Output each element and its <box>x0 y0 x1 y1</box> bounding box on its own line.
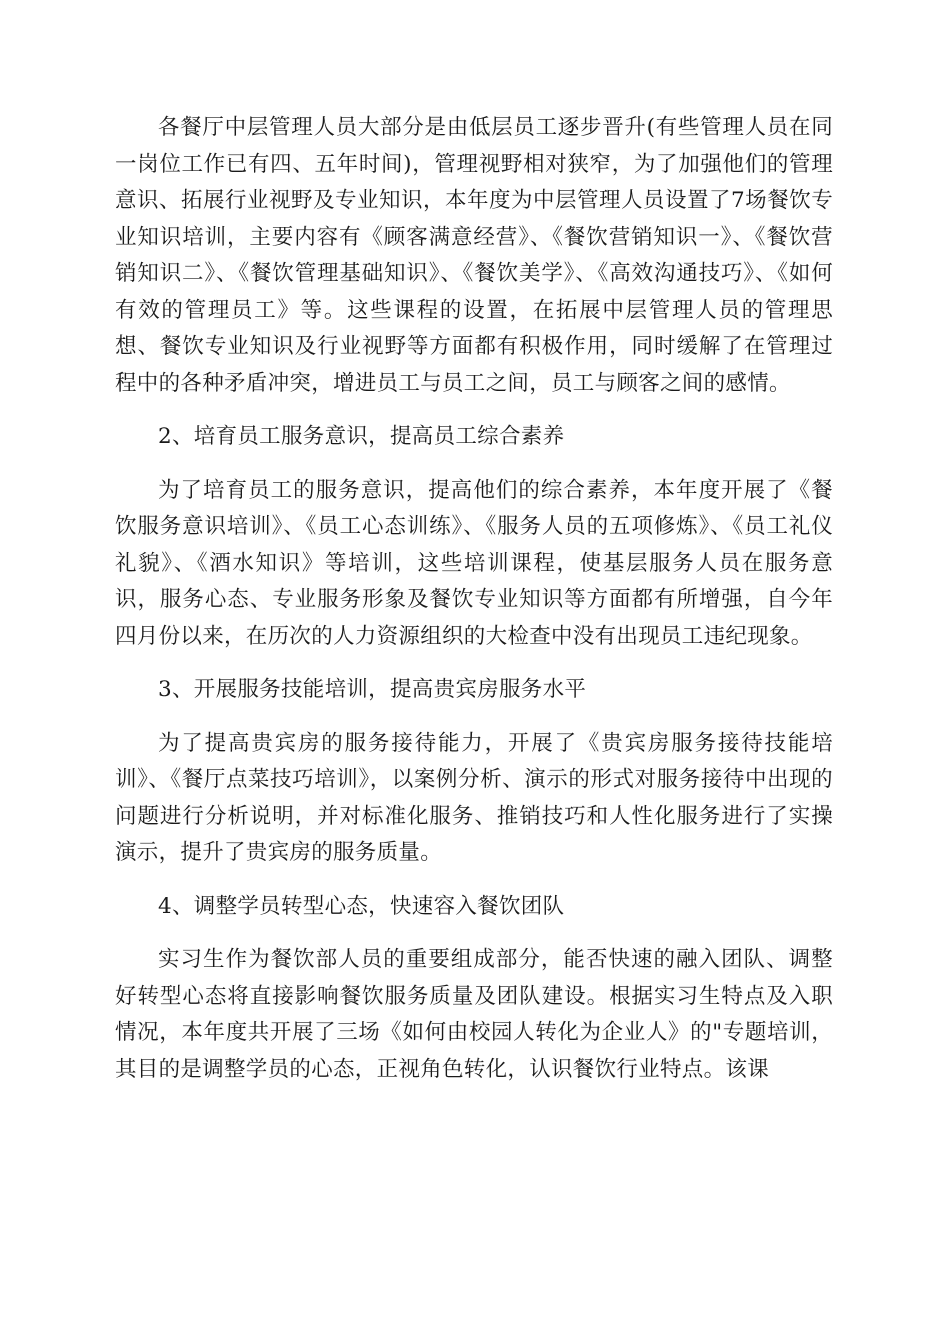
paragraph-intern-mindset: 实习生作为餐饮部人员的重要组成部分，能否快速的融入团队、调整好转型心态将直接影响餐饮服务质量及团队建设。根据实习生特点及入职情况，本年度共开展了三场《如何由校园人转化为企业人》的"专题培训，其目的是调整学员的心态，正视角色转化，认识餐饮行业特点。该课 <box>115 947 833 1082</box>
section-heading-4: 4、调整学员转型心态，快速容入餐饮团队 <box>158 893 565 919</box>
paragraph-mid-management-training: 各餐厅中层管理人员大部分是由低层员工逐步晋升(有些管理人员在同一岗位工作已有四、五年时间)，管理视野相对狭窄，为了加强他们的管理意识、拓展行业视野及专业知识，本年度为中层管理人员设置了7场餐饮专业知识培训，主要内容有《顾客满意经营》、《餐饮营销知识一》、《餐饮营销知识二》、《餐饮管理基础知识》、《餐饮美学》、《高效沟通技巧》、《如何有效的管理员工》等。这些课程的设置，在拓展中层管理人员的管理思想、餐饮专业知识及行业视野等方面都有积极作用，同时缓解了在管理过程中的各种矛盾冲突，增进员工与员工之间，员工与顾客之间的感情。 <box>115 115 833 396</box>
paragraph-vip-room-service: 为了提高贵宾房的服务接待能力，开展了《贵宾房服务接待技能培训》、《餐厅点菜技巧培训》，以案例分析、演示的形式对服务接待中出现的问题进行分析说明，并对标准化服务、推销技巧和人性化服务进行了实操演示，提升了贵宾房的服务质量。 <box>115 730 833 865</box>
document-page <box>115 110 833 1088</box>
section-heading-3: 3、开展服务技能培训，提高贵宾房服务水平 <box>158 677 587 702</box>
section-heading-2: 2、培育员工服务意识，提高员工综合素养 <box>158 424 565 449</box>
paragraph-service-awareness: 为了培育员工的服务意识，提高他们的综合素养，本年度开展了《餐饮服务意识培训》、《员工心态训练》、《服务人员的五项修炼》、《员工礼仪礼貌》、《酒水知识》等培训，这些培训课程，使基层服务人员在服务意识，服务心态、专业服务形象及餐饮专业知识等方面都有所增强，自今年四月份以来，在历次的人力资源组织的大检查中没有出现员工违纪现象。 <box>115 477 833 649</box>
